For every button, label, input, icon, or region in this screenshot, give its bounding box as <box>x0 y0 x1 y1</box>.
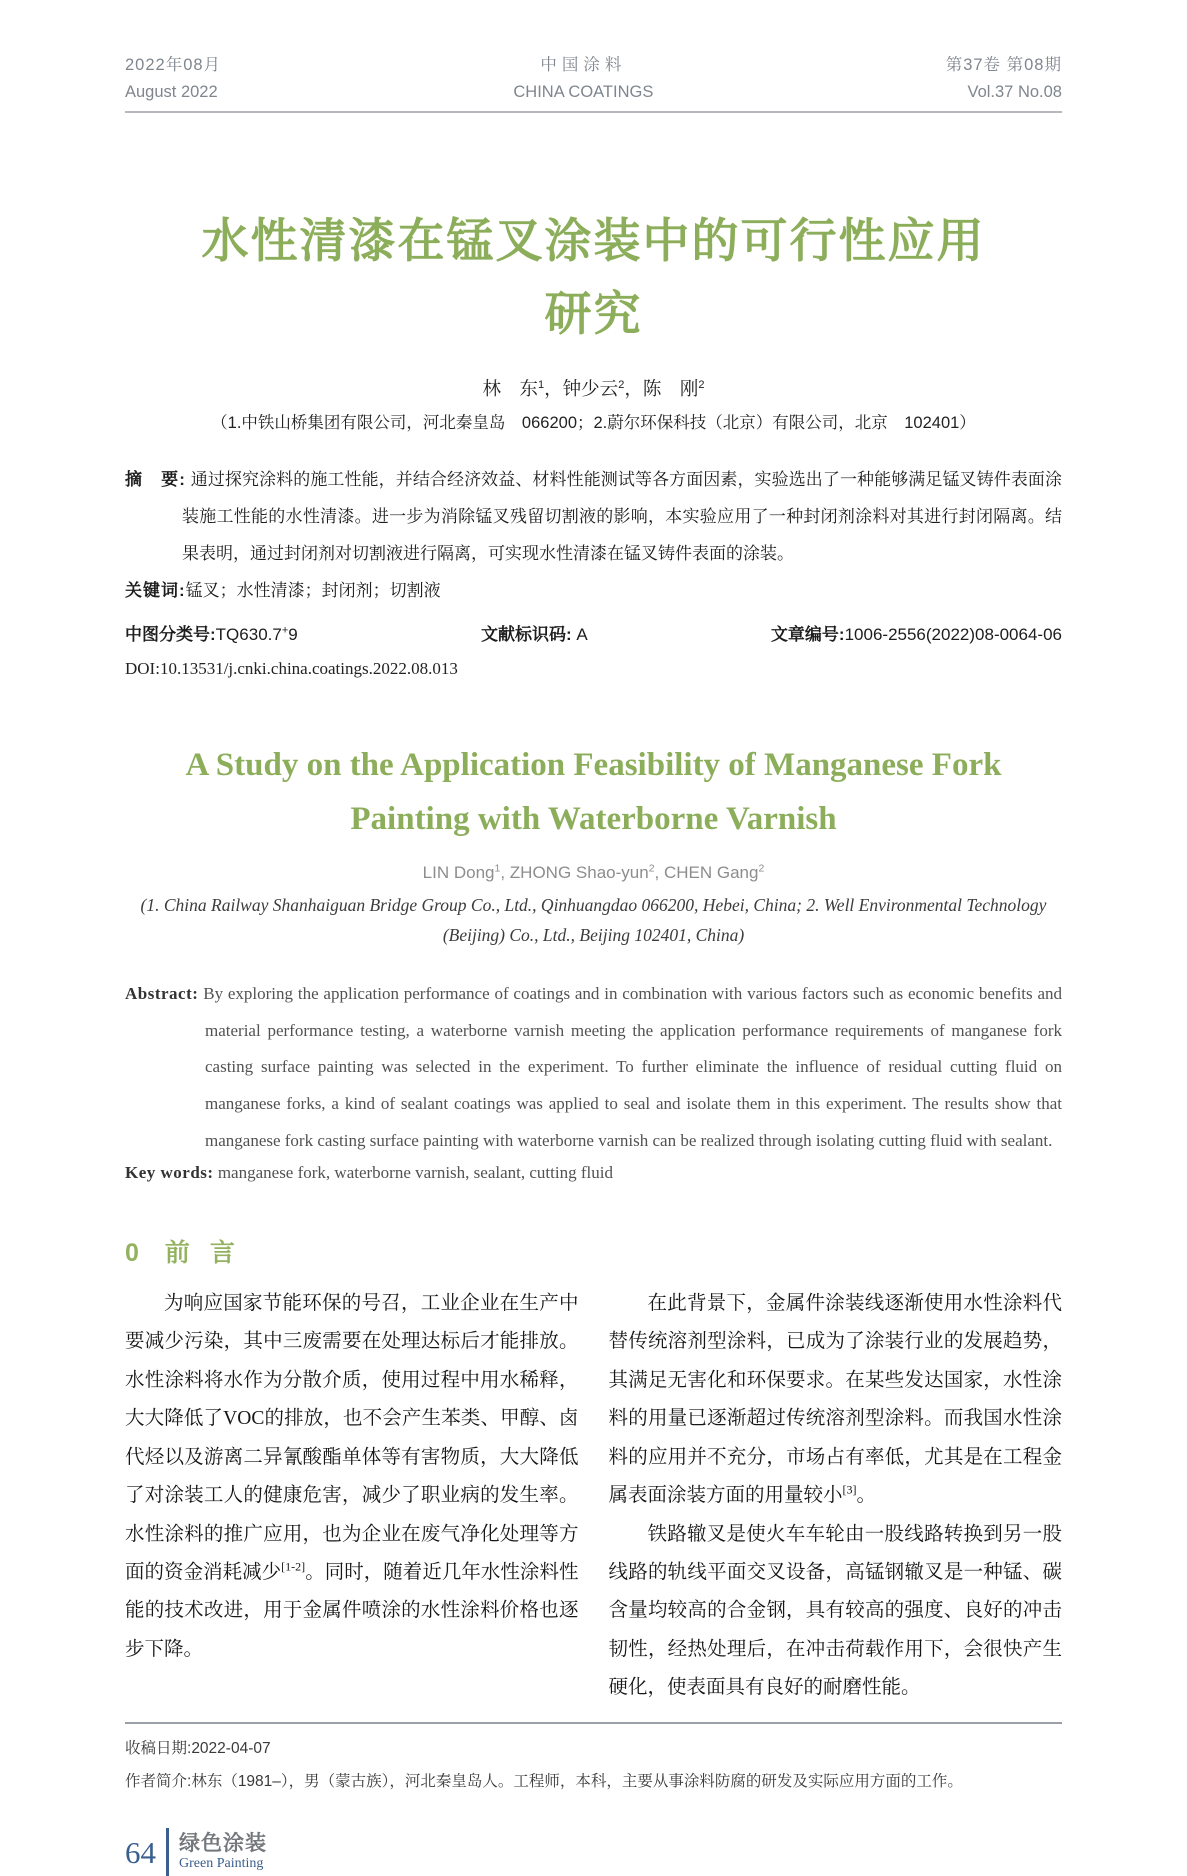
section-title: 前言 <box>164 1239 255 1268</box>
keywords-en-label: Key words: <box>125 1163 214 1183</box>
meta-row <box>125 620 1062 645</box>
author-cn: 林 东$^1$， <box>482 378 563 400</box>
reference-marker: [1-2] <box>281 1559 306 1574</box>
received-date: 收稿日期:2022-04-07 <box>125 1739 271 1757</box>
paragraph: 铁路辙叉是使火车车轮由一股线路转换到另一股线路的轨线平面交叉设备，高锰钢辙叉是一种锰、碳含量均较高的合金钢，具有较高的强度、良好的冲击韧性，经热处理后，在冲击荷载作用下，会很快产生硬化，使表面具有良好的耐磨性能。 <box>608 1523 1062 1699</box>
body-column-right <box>609 1285 1063 1707</box>
author-affil-sup: 1 <box>494 862 501 875</box>
section-number: 0 <box>125 1239 139 1268</box>
author-affil-sup: 2 <box>618 378 625 391</box>
authors-cn <box>125 375 1062 401</box>
paragraph: 为响应国家节能环保的号召，工业企业在生产中要减少污染，其中三废需要在处理达标后才能排放。水性涂料将水作为分散介质，使用过程中用水稀释，大大降低了VOC的排放，也不会产生苯类、甲醇、卤代烃以及游离二异氰酸酯单体等有害物质，大大降低了对涂装工人的健康危害，减少了职业病的发生率。水性涂料的推广应用，也为企业在废气净化处理等方面的资金消耗减少[1-2]。同时，随着近几年水性涂料性能的技术改进，用于金属件喷涂的水性涂料价格也逐步下降。 <box>125 1293 579 1660</box>
column-brand <box>179 1832 267 1873</box>
abstract-en <box>125 976 1062 1159</box>
author-cn: 钟少云$^2$， <box>562 378 643 400</box>
affiliation-cn: （1.中铁山桥集团有限公司，河北秦皇岛 066200；2.蔚尔环保科技（北京）有限公司，北京 102401） <box>211 414 976 433</box>
abstract-en-label: Abstract: <box>125 984 199 1004</box>
volume-cn: 第37卷 第08期 <box>945 56 1062 74</box>
page-number: 64 <box>125 1834 156 1870</box>
issue-date-en: August 2022 <box>125 82 218 101</box>
article-title-cn <box>125 205 1062 351</box>
column-brand-en: Green Painting <box>179 1855 264 1871</box>
author-en: ZHONG Shao-yun$^2$, <box>509 862 664 882</box>
author-affil-sup: 2 <box>648 862 655 875</box>
author-cn: 陈 刚$^2$ <box>642 378 705 400</box>
keywords-en-text: manganese fork, waterborne varnish, sealant, cutting fluid <box>217 1163 613 1183</box>
document-code: 文献标识码: A <box>480 625 588 645</box>
article-title-cn-line2: 研究 <box>544 287 643 341</box>
abstract-en-text: By exploring the application performance of coatings and in combination with various factors such as economic benefits and material performance testing, a waterborne varnish meeting the application performance requirements of manganese fork casting surface painting was selected in the experiment. To further eliminate the influence of residual cutting fluid on manganese forks, a kind of sealant coatings was applied to seal and isolate them in this experiment. The results show that manganese fork casting surface painting with waterborne varnish can be realized through isolating cutting fluid with sealant. <box>203 984 1063 1150</box>
journal-name-en: CHINA COATINGS <box>513 82 654 101</box>
article-id: 文章编号:1006-2556(2022)08-0064-06 <box>770 625 1062 645</box>
keywords-cn <box>125 574 1062 608</box>
journal-name-cn: 中国涂料 <box>540 56 627 74</box>
keywords-cn-text: 锰叉；水性清漆；封闭剂；切割液 <box>185 581 441 601</box>
header-issue <box>125 52 221 105</box>
footer-divider-bar <box>166 1828 169 1876</box>
clc-number: 中图分类号:TQ630.7+9 <box>125 624 298 645</box>
article-title-en <box>125 739 1062 846</box>
issue-date-cn: 2022年08月 <box>125 56 222 74</box>
doi: DOI:10.13531/j.cnki.china.coatings.2022.08.013 <box>125 659 458 679</box>
paragraph: 在此背景下，金属件涂装线逐渐使用水性涂料代替传统溶剂型涂料，已成为了涂装行业的发展趋势，其满足无害化和环保要求。在某些发达国家，水性涂料的用量已逐渐超过传统溶剂型涂料。而我国水性涂料的应用并不充分，市场占有率低，尤其是在工程金属表面涂装方面的用量较小[3]。 <box>608 1293 1062 1507</box>
reference-marker: [3] <box>842 1482 857 1497</box>
volume-en: Vol.37 No.08 <box>967 82 1062 101</box>
header-journal-name <box>513 52 653 105</box>
abstract-cn-text: 通过探究涂料的施工性能，并结合经济效益、材料性能测试等各方面因素，实验选出了一种能够满足锰叉铸件表面涂装施工性能的水性清漆。进一步为消除锰叉残留切割液的影响，本实验应用了一种封闭剂涂料对其进行封闭隔离。结果表明，通过封闭剂对切割液进行隔离，可实现水性清漆在锰叉铸件表面的涂装。 <box>182 470 1062 564</box>
author-bio: 作者简介:林东（1981–），男（蒙古族），河北秦皇岛人。工程师，本科，主要从事涂料防腐的研发及实际应用方面的工作。 <box>125 1772 963 1790</box>
author-affil-sup: 2 <box>758 862 765 875</box>
footnote <box>125 1722 1062 1799</box>
keywords-cn-label: 关键词: <box>125 581 186 601</box>
page-footer <box>125 1828 1062 1876</box>
author-affil-sup: 2 <box>698 378 705 391</box>
column-brand-cn: 绿色涂装 <box>179 1831 267 1855</box>
author-en: CHEN Gang$^2$ <box>663 862 765 882</box>
article-title-cn-line1: 水性清漆在锰叉涂装中的可行性应用 <box>201 214 986 268</box>
article-title-en-line2: Painting with Waterborne Varnish <box>350 800 837 837</box>
journal-header <box>125 52 1062 113</box>
header-volume <box>946 52 1062 105</box>
abstract-cn <box>125 461 1062 572</box>
section-heading-0 <box>125 1233 1062 1269</box>
affiliation-en-line2: (Beijing) Co., Ltd., Beijing 102401, China) <box>442 924 745 945</box>
authors-en <box>125 862 1062 883</box>
keywords-en <box>125 1163 1062 1183</box>
abstract-cn-label: 摘 要: <box>125 470 186 490</box>
body-column-left <box>125 1285 579 1707</box>
author-en: LIN Dong$^1$, <box>422 862 510 882</box>
article-title-en-line1: A Study on the Application Feasibility of Manganese Fork <box>185 747 1002 784</box>
affiliation-en <box>125 891 1062 951</box>
affiliation-en-line1: (1. China Railway Shanhaiguan Bridge Group Co., Ltd., Qinhuangdao 066200, Hebei, China; 2. Well Environmental Technology <box>140 894 1047 915</box>
author-affil-sup: 1 <box>538 378 545 391</box>
body-columns <box>125 1285 1062 1707</box>
